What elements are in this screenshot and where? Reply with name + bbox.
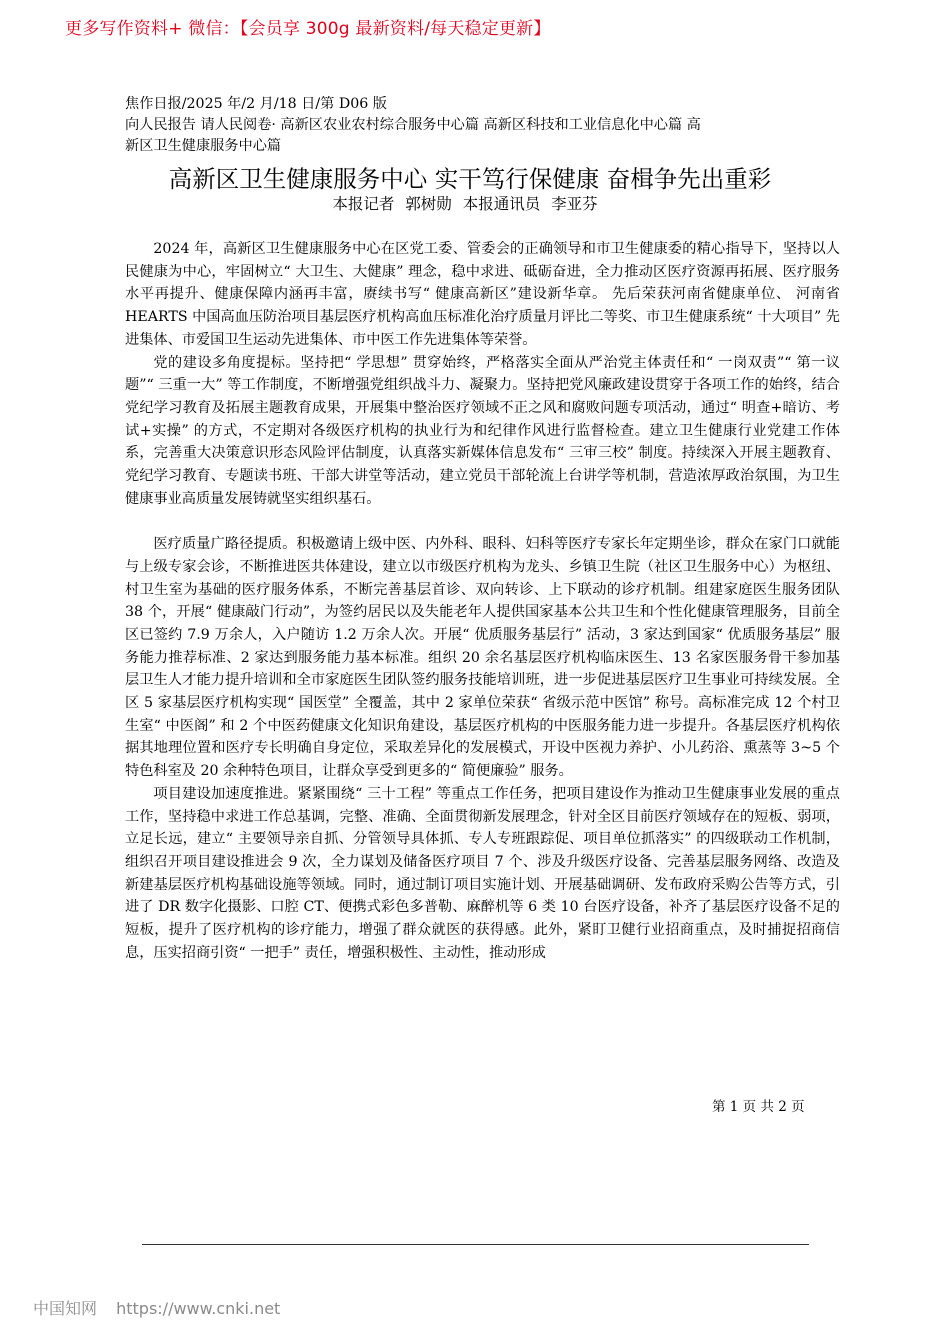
article-byline: 本报记者 郭树勋 本报通讯员 李亚芬 [332,195,598,213]
article-body [125,238,840,964]
column-line-continued: 新区卫生健康服务中心篇 [125,138,282,154]
promo-banner: 更多写作资料+ 微信：【会员享 300g 最新资料/每天稳定更新】 [65,19,551,39]
footer-site-url[interactable]: https://www.cnki.net [116,1299,281,1318]
article-meta [125,94,825,157]
footer [33,1296,294,1319]
article-title: 高新区卫生健康服务中心 实干笃行保健康 奋楫争先出重彩 [168,165,772,193]
source-line: 焦作日报/2025 年/2 月/18 日/第 D06 版 [125,96,387,112]
footer-site-name: 中国知网 [33,1299,98,1318]
page-number: 第 1 页 共 2 页 [712,1099,805,1115]
paragraph-party-building: 党的建设多角度提标。坚持把“ 学思想” 贯穿始终，严格落实全面从严治党主体责任和“ 一岗双责”“ 第一议题”“ 三重一大” 等工作制度，不断增强党组织战斗力、凝聚力。坚持把党风廉政建设贯穿于各项工作的始终，结合党纪学习教育及拓展主题教育成果，开展集中整治医疗领域不正之风和腐败问题专项活动，通过“ 明查+暗访、考试+实操” 的方式，不定期对各级医疗机构的执业行为和纪律作风进行监督检查。建立卫生健康行业党建工作体系，完善重大决策意识形态风险评估制度，认真落实新媒体信息发布“ 三审三校” 制度。持续深入开展主题教育、党纪学习教育、专题读书班、干部大讲堂等活动，建立党员干部轮流上台讲学等机制，营造浓厚政治氛围，为卫生健康事业高质量发展铸就坚实组织基石。 [125,354,840,507]
footer-divider [142,1244,809,1245]
column-line: 向人民报告 请人民阅卷· 高新区农业农村综合服务中心篇 高新区科技和工业信息化中心篇 高 [125,117,701,133]
paragraph-project-construction: 项目建设加速度推进。紧紧围绕“ 三十工程” 等重点工作任务，把项目建设作为推动卫生健康事业发展的重点工作，坚持稳中求进工作总基调，完整、准确、全面贯彻新发展理念，针对全区目前医疗领域存在的短板、弱项，立足长远，建立“ 主要领导亲自抓、分管领导具体抓、专人专班跟踪促、项目单位抓落实” 的四级联动工作机制，组织召开项目建设推进会 9 次，全力谋划及储备医疗项目 7 个、涉及升级医疗设备、完善基层服务网络、改造及新建基层医疗机构基础设施等领域。同时，通过制订项目实施计划、开展基础调研、发布政府采购公告等方式，引进了 DR 数字化摄影、口腔 CT、便携式彩色多普勒、麻醉机等 6 类 10 台医疗设备，补齐了基层医疗设备不足的短板，提升了医疗机构的诊疗能力，增强了群众就医的获得感。此外，紧盯卫健行业招商重点，及时捕捉招商信息，压实招商引资“ 一把手” 责任，增强积极性、主动性，推动形成 [125,785,840,961]
paragraph-medical-quality: 医疗质量广路径提质。积极邀请上级中医、内外科、眼科、妇科等医疗专家长年定期坐诊，群众在家门口就能与上级专家会诊，不断推进医共体建设，建立以市级医疗机构为龙头、乡镇卫生院（社区卫生服务中心）为枢纽、村卫生室为基础的医疗服务体系，不断完善基层首诊、双向转诊、上下联动的诊疗机制。组建家庭医生服务团队 38 个，开展“ 健康敲门行动”，为签约居民以及失能老年人提供国家基本公共卫生和个性化健康管理服务，目前全区已签约 7.9 万余人，入户随访 1.2 万余人次。开展“ 优质服务基层行” 活动，3 家达到国家“ 优质服务基层” 服务能力推荐标准、2 家达到服务能力基本标准。组织 20 余名基层医疗机构临床医生、13 名家医服务骨干参加基层卫生人才能力提升培训和全市家庭医生团队签约服务技能培训班，进一步促进基层医疗卫生事业可持续发展。全区 5 家基层医疗机构实现“ 国医堂” 全覆盖，其中 2 家单位荣获“ 省级示范中医馆” 称号。高标准完成 12 个村卫生室“ 中医阁” 和 2 个中医药健康文化知识角建设，基层医疗机构的中医服务能力进一步提升。各基层医疗机构依据其地理位置和医疗专长明确自身定位，采取差异化的发展模式，开设中医视力养护、小儿药浴、熏蒸等 3~5 个特色科室及 20 余种特色项目，让群众享受到更多的“ 简便廉验” 服务。 [125,536,840,780]
paragraph-intro: 2024 年，高新区卫生健康服务中心在区党工委、管委会的正确领导和市卫生健康委的精心指导下，坚持以人民健康为中心，牢固树立“ 大卫生、大健康” 理念，稳中求进、砥砺奋进，全力推动区医疗资源再拓展、医疗服务水平再提升、健康保障内涵再丰富，赓续书写“ 健康高新区”建设新华章。 先后荣获河南省健康单位、 河南省 HEARTS 中国高血压防治项目基层医疗机构高血压标准化治疗质量月评比二等奖、市卫生健康系统“ 十大项目” 先进集体、市爱国卫生运动先进集体、市中医工作先进集体等荣誉。 [125,241,840,348]
